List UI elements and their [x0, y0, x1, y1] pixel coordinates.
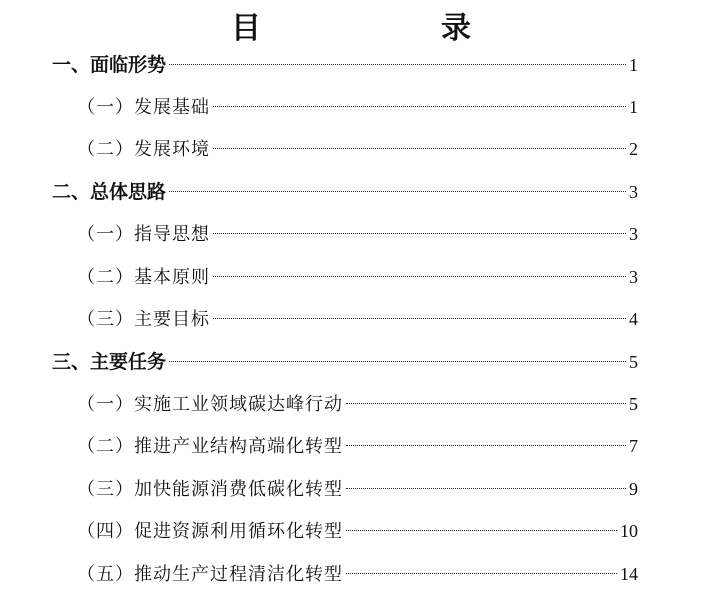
dot-leader [346, 573, 617, 574]
dot-leader [346, 445, 626, 446]
toc-page-number: 3 [629, 224, 638, 244]
toc-page-number: 5 [629, 394, 638, 414]
toc-page-number: 2 [629, 139, 638, 159]
toc-page-number: 4 [629, 309, 638, 329]
dot-leader [346, 403, 626, 404]
toc-entry[interactable] [77, 431, 638, 461]
toc-entry-label: （三）主要目标 [77, 309, 210, 330]
toc-entry[interactable] [77, 262, 638, 292]
toc-page-number: 3 [629, 182, 638, 202]
toc-entry-label: （一）指导思想 [77, 224, 210, 245]
dot-leader [346, 530, 617, 531]
dot-leader [213, 148, 626, 149]
toc-entry[interactable] [77, 304, 638, 334]
dot-leader [213, 233, 626, 234]
toc-page-number: 5 [629, 352, 638, 372]
toc-entry[interactable] [77, 516, 638, 546]
dot-leader [169, 361, 626, 362]
dot-leader [213, 276, 626, 277]
toc-entry-label: （五）推动生产过程清洁化转型 [77, 564, 343, 585]
toc-entry-label: （二）推进产业结构高端化转型 [77, 436, 343, 457]
toc-entry[interactable] [52, 177, 638, 207]
toc-page-number: 3 [629, 267, 638, 287]
toc-entry-label: 三、主要任务 [52, 351, 167, 373]
toc-entry[interactable] [77, 134, 638, 164]
toc-entry[interactable] [77, 474, 638, 504]
toc-page-number: 7 [629, 436, 638, 456]
toc-page-number: 9 [629, 479, 638, 499]
toc-entry-label: （二）基本原则 [77, 267, 210, 288]
toc-page-number: 1 [629, 97, 638, 117]
toc-page-number: 1 [629, 55, 638, 75]
toc-entry[interactable] [77, 559, 638, 589]
dot-leader [169, 64, 626, 65]
dot-leader [213, 106, 626, 107]
dot-leader [346, 488, 626, 489]
toc-entry-label: （四）促进资源利用循环化转型 [77, 521, 343, 542]
toc-entry[interactable] [52, 50, 638, 80]
toc-entry-label: （二）发展环境 [77, 139, 210, 160]
toc-entry-label: （三）加快能源消费低碳化转型 [77, 479, 343, 500]
toc-entry-label: （一）发展基础 [77, 97, 210, 118]
toc-entry[interactable] [77, 389, 638, 419]
toc-entry-label: 一、面临形势 [52, 54, 167, 76]
toc-entry[interactable] [52, 347, 638, 377]
dot-leader [169, 191, 626, 192]
toc-entry-label: （一）实施工业领域碳达峰行动 [77, 394, 343, 415]
dot-leader [213, 318, 626, 319]
toc-entry-label: 二、总体思路 [52, 181, 167, 203]
toc-entry[interactable] [77, 92, 638, 122]
toc-page-number: 14 [620, 564, 638, 584]
toc-page-number: 10 [620, 521, 638, 541]
toc-entry[interactable] [77, 219, 638, 249]
page-title: 目 录 [231, 11, 511, 46]
